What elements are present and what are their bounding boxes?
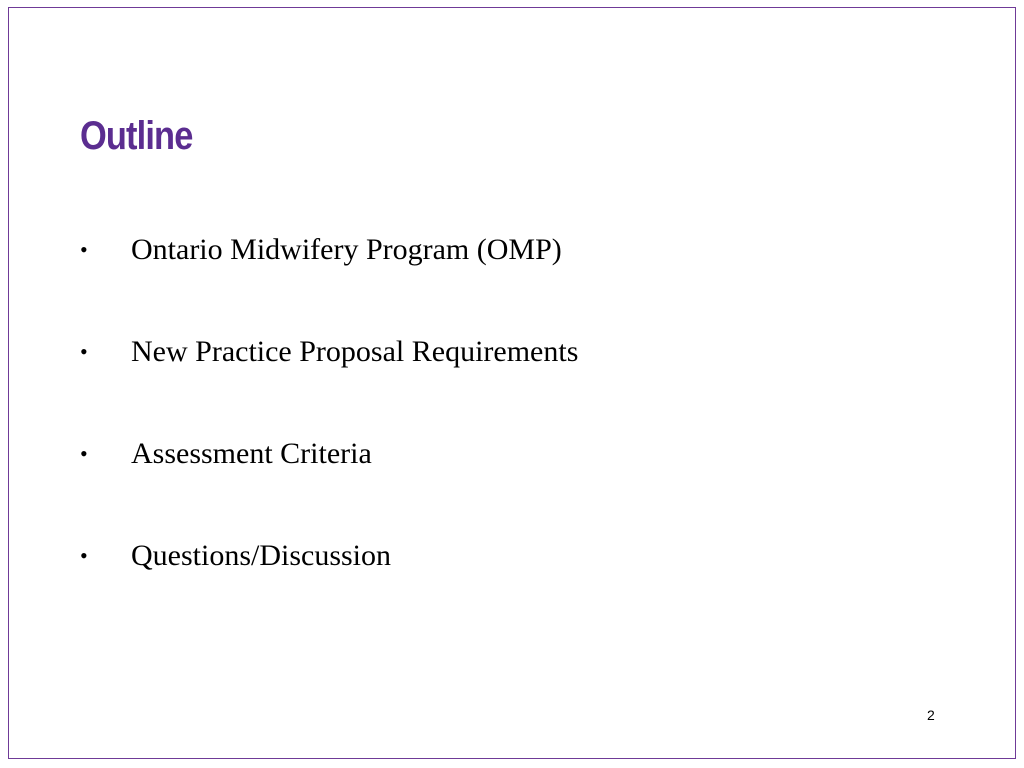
bullet-item-questions-discussion [9, 536, 709, 576]
bullet-text: Ontario Midwifery Program (OMP) [131, 233, 562, 266]
bullet-text: Assessment Criteria [131, 437, 372, 470]
bullet-item-omp [9, 230, 709, 270]
bullet-item-proposal-requirements [9, 332, 709, 372]
bullet-item-assessment-criteria [9, 434, 709, 474]
bullet-dot-icon: • [80, 237, 88, 262]
bullet-text: Questions/Discussion [131, 539, 392, 572]
bullet-dot-icon: • [80, 339, 88, 364]
bullet-dot-icon: • [80, 441, 88, 466]
bullet-dot-icon: • [80, 543, 88, 568]
slide-title: Outline [80, 114, 193, 158]
slide [8, 7, 1016, 759]
bullet-text: New Practice Proposal Requirements [131, 335, 579, 368]
page-number: 2 [927, 707, 935, 723]
